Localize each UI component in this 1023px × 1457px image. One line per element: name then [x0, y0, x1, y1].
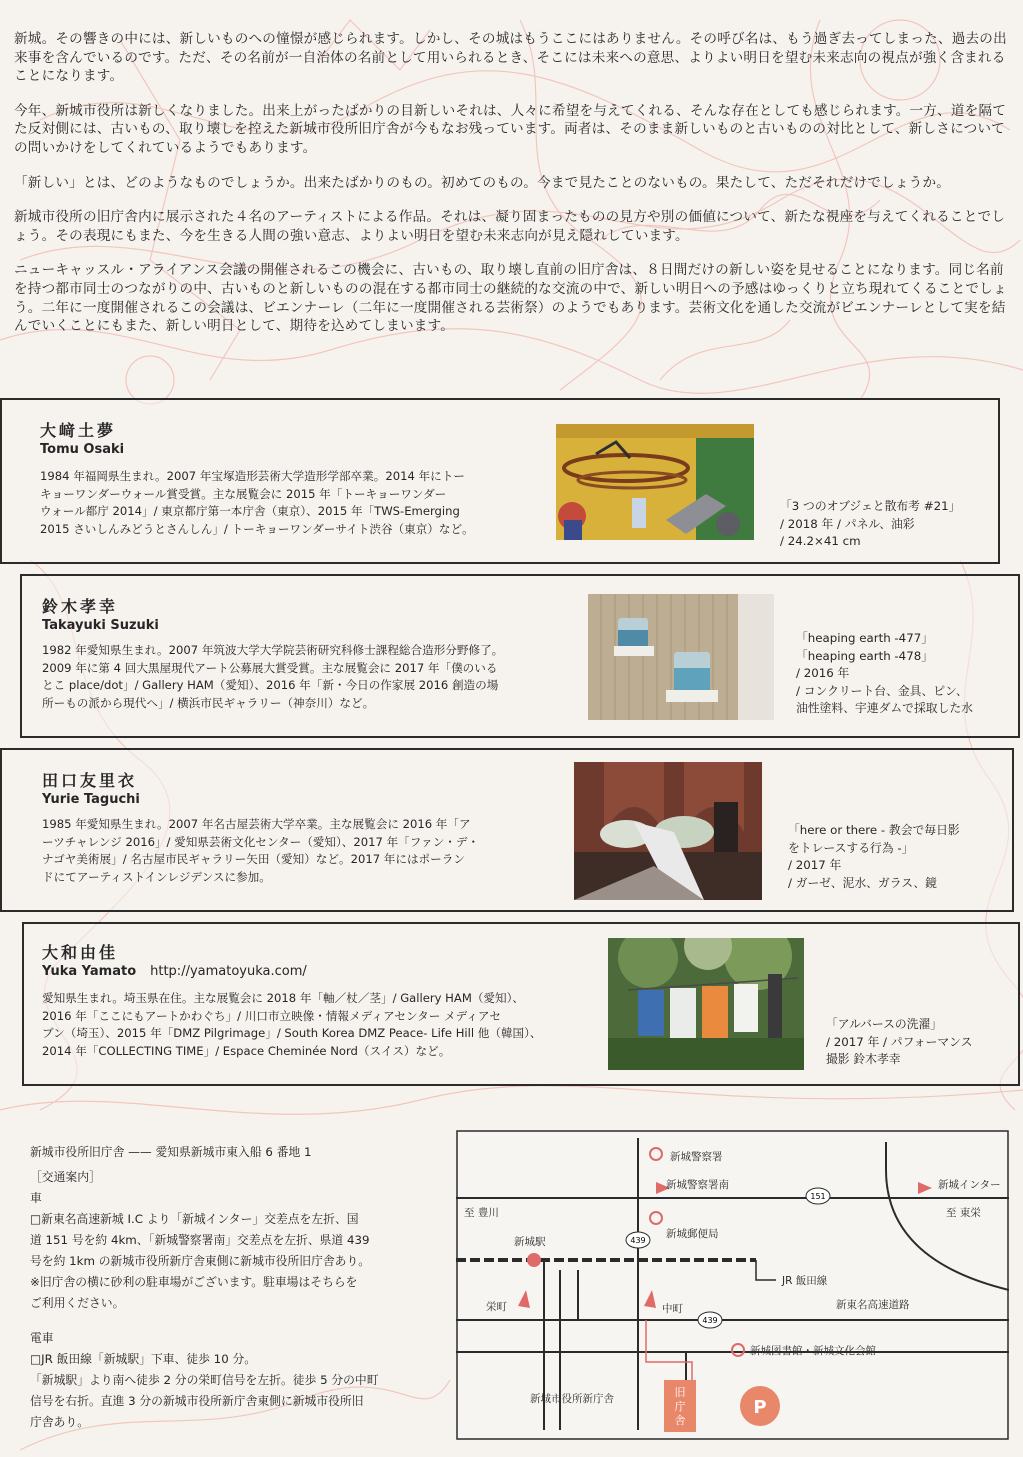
- bio-line: 1984 年福岡県生まれ。2007 年宝塚造形芸術大学造形学部卒業。2014 年にトー: [40, 469, 465, 483]
- label-to-toyokawa: 至 豊川: [464, 1207, 499, 1219]
- artist-name: 鈴木孝幸: [42, 597, 119, 616]
- artist-roman-name: Tomu Osaki: [40, 442, 125, 457]
- caption-line: 「アルバースの洗濯」: [826, 1017, 943, 1031]
- artist-card-yamato: [22, 922, 1020, 1086]
- artwork-caption: [826, 1016, 972, 1069]
- bio-line: ドにてアーティストインレジデンスに参加。: [42, 869, 271, 884]
- bio-line: とこ place/dot」/ Gallery HAM（愛知）、2016 年「新・今日の作家展 2016 創造の場: [42, 678, 499, 692]
- label-police-south: 新城警察署南: [666, 1179, 729, 1191]
- bio-line: ーツチャレンジ 2016」/ 愛知県芸術文化センター（愛知）、2017 年「ファン・デ・: [42, 834, 480, 849]
- old-hall-label-1: 旧: [674, 1386, 686, 1399]
- label-interchange: 新城インター: [938, 1179, 1001, 1191]
- bio-line: ウォール都庁 2014」/ 東京都庁第一本庁舎（東京）、2015 年「TWS-Emerging: [40, 504, 460, 518]
- label-police: 新城警察署: [670, 1151, 723, 1163]
- artwork-photo-laundry: [608, 938, 804, 1070]
- caption-line: / 2017 年 / パフォーマンス: [826, 1034, 973, 1049]
- artist-website-link[interactable]: http://yamatoyuka.com/: [150, 964, 307, 979]
- caption-line: をトレースする行為 -」: [788, 840, 914, 855]
- caption-line: 「here or there - 教会で毎日影: [788, 823, 960, 837]
- artist-roman-name: Takayuki Suzuki: [42, 618, 159, 633]
- caption-line: 油性塗料、宇連ダムで採取した水: [796, 701, 973, 715]
- bio-line: ナゴヤ美術展」/ 名古屋市民ギャラリー矢田（愛知）など。2017 年にはポーラン: [42, 852, 465, 866]
- artwork-caption: [780, 498, 960, 551]
- parking-label: P: [753, 1397, 767, 1418]
- bio-line: 所ーもの派から現代へ」/ 横浜市民ギャラリー（神奈川）など。: [42, 695, 375, 710]
- artist-card-suzuki: [20, 574, 1020, 738]
- artist-bio: [42, 990, 542, 1060]
- artist-bio: [40, 468, 474, 538]
- bio-line: 2014 年「COLLECTING TIME」/ Espace Cheminée Nord（スイス）など。: [42, 1043, 451, 1058]
- artist-roman-text: Yuka Yamato: [42, 964, 137, 979]
- old-hall-label-2: 庁: [674, 1400, 686, 1413]
- caption-line: 「heaping earth -477」: [796, 631, 934, 645]
- label-expressway: 新東名高速道路: [836, 1299, 910, 1311]
- train-directions-line: □JR 飯田線「新城駅」下車、徒歩 10 分。: [30, 1352, 257, 1366]
- bio-line: ブン（埼玉）、2015 年「DMZ Pilgrimage」/ South Korea DMZ Peace- Life Hill 他（韓国）、: [42, 1026, 542, 1040]
- bio-line: 1985 年愛知県生まれ。2007 年名古屋芸術大学卒業。主な展覧会に 2016 年「ア: [42, 817, 471, 831]
- artist-roman-name: Yurie Taguchi: [42, 792, 140, 807]
- svg-text:151: 151: [810, 1192, 826, 1201]
- old-hall-label-3: 舎: [674, 1414, 686, 1427]
- label-to-toei: 至 東栄: [946, 1207, 981, 1219]
- artist-roman-name: [42, 964, 307, 979]
- access-heading: ［交通案内］: [30, 1170, 101, 1184]
- caption-line: 「heaping earth -478」: [796, 648, 934, 663]
- caption-line: / ガーゼ、泥水、ガラス、鏡: [788, 875, 937, 890]
- label-station: 新城駅: [514, 1236, 546, 1248]
- artwork-photo-church: [574, 762, 762, 900]
- intro-paragraph: 「新しい」とは、どのようなものでしょうか。出来たばかりのもの。初めてのもの。今まで見たことのないもの。果たして、ただそれだけでしょうか。: [14, 174, 951, 191]
- car-directions-line: 号を約 1km の新城市役所新庁舎東側に新城市役所旧庁舎あり。: [30, 1254, 371, 1268]
- route-439-marker: [698, 1312, 722, 1328]
- bio-line: キョーワンダーウォール賞受賞。主な展覧会に 2015 年「トーキョーワンダー: [40, 486, 447, 501]
- route-439-marker: [626, 1232, 650, 1248]
- route-151-marker: [806, 1188, 830, 1204]
- artwork-photo-painting: [556, 424, 754, 540]
- label-nakamachi: 中町: [662, 1303, 683, 1315]
- bio-line: 1982 年愛知県生まれ。2007 年筑波大学大学院芸術研究科修士課程総合造形分野修了。: [42, 643, 504, 657]
- caption-line: / 2017 年: [788, 858, 842, 872]
- train-directions-line: 庁舎あり。: [30, 1415, 89, 1429]
- bio-line: 2009 年に第 4 回大黒屋現代アート公募展大賞受賞。主な展覧会に 2017 年「僕のいる: [42, 660, 498, 675]
- venue-address: 新城市役所旧庁舎 —— 愛知県新城市東入船 6 番地 1: [30, 1145, 312, 1159]
- artist-name: 大和由佳: [42, 943, 119, 962]
- intro-paragraph: 新城市役所の旧庁舎内に展示された４名のアーティストによる作品。それは、凝り固まったものの見方や別の価値について、新たな視座を与えてくれることでしょう。その表現にもまた、今を生きる人間の強い意志、よりよい明日を望む未来志向が見え隠れしています。: [14, 209, 1006, 244]
- caption-line: / 24.2×41 cm: [780, 534, 861, 548]
- car-directions-line: □新東名高速新城 I.C より「新城インター」交差点を左折、国: [30, 1212, 359, 1226]
- caption-line: 撮影 鈴木孝幸: [826, 1052, 901, 1066]
- label-library: 新城図書館・新城文化会館: [750, 1345, 876, 1357]
- bio-line: 2015 さいしんみどうとさんしん」/ トーキョーワンダーサイト渋谷（東京）など。: [40, 521, 474, 536]
- svg-text:439: 439: [702, 1316, 718, 1325]
- train-directions-line: 信号を右折。直進 3 分の新城市役所新庁舎東側に新城市役所旧: [30, 1394, 364, 1408]
- intro-paragraph: ニューキャッスル・アライアンス会議の開催されるこの機会に、古いもの、取り壊し直前の旧庁舎は、８日間だけの新しい姿を見せることになります。同じ名前を持つ都市同士のつながりの中、古いものと新しいものの混在する都市同士の継続的な交流の中で、新しい明日への予感はゆっくりと立ち現れてくることでしょう。二年に一度開催されるこの会議は、ビエンナーレ（二年に一度開催される芸術祭）のようでもあります。芸術文化を通した交流がビエンナーレとして実を結んでいくことにもまた、新しい明日として、期待を込めてしまいます。: [14, 262, 1007, 335]
- artist-bio: [42, 642, 503, 712]
- train-heading: 電車: [30, 1331, 54, 1345]
- caption-line: / 2016 年: [796, 666, 850, 680]
- car-directions-line: 道 151 号を約 4km、「新城警察署南」交差点を左折、県道 439: [30, 1233, 370, 1247]
- intro-paragraph: 新城。その響きの中には、新しいものへの憧憬が感じられます。しかし、その城はもうここにはありません。その呼び名は、もう過ぎ去ってしまった、過去の出来事を含んでいるのです。ただ、その名前が一自治体の名前として用いられるとき、そこには未来への意思、よりよい明日を望む未来志向の視点が強く含まれることになります。: [14, 31, 1007, 85]
- access-information: [30, 1142, 430, 1433]
- label-sakaemachi: 栄町: [486, 1301, 507, 1313]
- artist-card-taguchi: [0, 748, 1014, 912]
- caption-line: 「3 つのオブジェと散布考 #21」: [780, 499, 961, 513]
- artist-bio: [42, 816, 479, 886]
- label-new-city-hall: 新城市役所新庁舎: [530, 1393, 614, 1405]
- artwork-photo-jars: [588, 594, 774, 720]
- artist-name: 田口友里衣: [42, 771, 138, 790]
- access-map: [456, 1130, 1009, 1440]
- train-directions-line: 「新城駅」より南へ徒歩 2 分の栄町信号を左折。徒歩 5 分の中町: [30, 1373, 379, 1387]
- station-marker: [527, 1253, 541, 1267]
- artwork-caption: [788, 822, 960, 892]
- label-jr-line: JR 飯田線: [782, 1275, 828, 1287]
- label-post-office: 新城郵便局: [666, 1228, 719, 1240]
- artwork-caption: [796, 630, 973, 718]
- artist-card-osaki: [0, 398, 1000, 564]
- caption-line: / 2018 年 / パネル、油彩: [780, 516, 915, 531]
- svg-text:439: 439: [630, 1236, 646, 1245]
- introduction: [14, 30, 1009, 352]
- artist-name: 大﨑土夢: [40, 421, 117, 440]
- caption-line: / コンクリート台、金具、ピン、: [796, 683, 968, 698]
- car-heading: 車: [30, 1191, 42, 1205]
- car-directions-line: ご利用ください。: [30, 1296, 125, 1310]
- car-directions-line: ※旧庁舎の横に砂利の駐車場がございます。駐車場はそちらを: [30, 1275, 358, 1289]
- intro-paragraph: 今年、新城市役所は新しくなりました。出来上がったばかりの目新しいそれは、人々に希望を与えてくれる、そんな存在としても感じられます。一方、道を隔てた反対側には、古いもの、取り壊しを控えた新城市役所旧庁舎が今もなお残っています。両者は、そのまま新しいものと古いものの対比として、新しさについての問いかけをしてくれているようでもあります。: [14, 102, 1007, 156]
- bio-line: 2016 年「ここにもアートかわぐち」/ 川口市立映像・情報メディアセンター メディアセ: [42, 1008, 501, 1023]
- bio-line: 愛知県生まれ。埼玉県在住。主な展覧会に 2018 年「軸／杖／茎」/ Gallery HAM（愛知）、: [42, 991, 524, 1005]
